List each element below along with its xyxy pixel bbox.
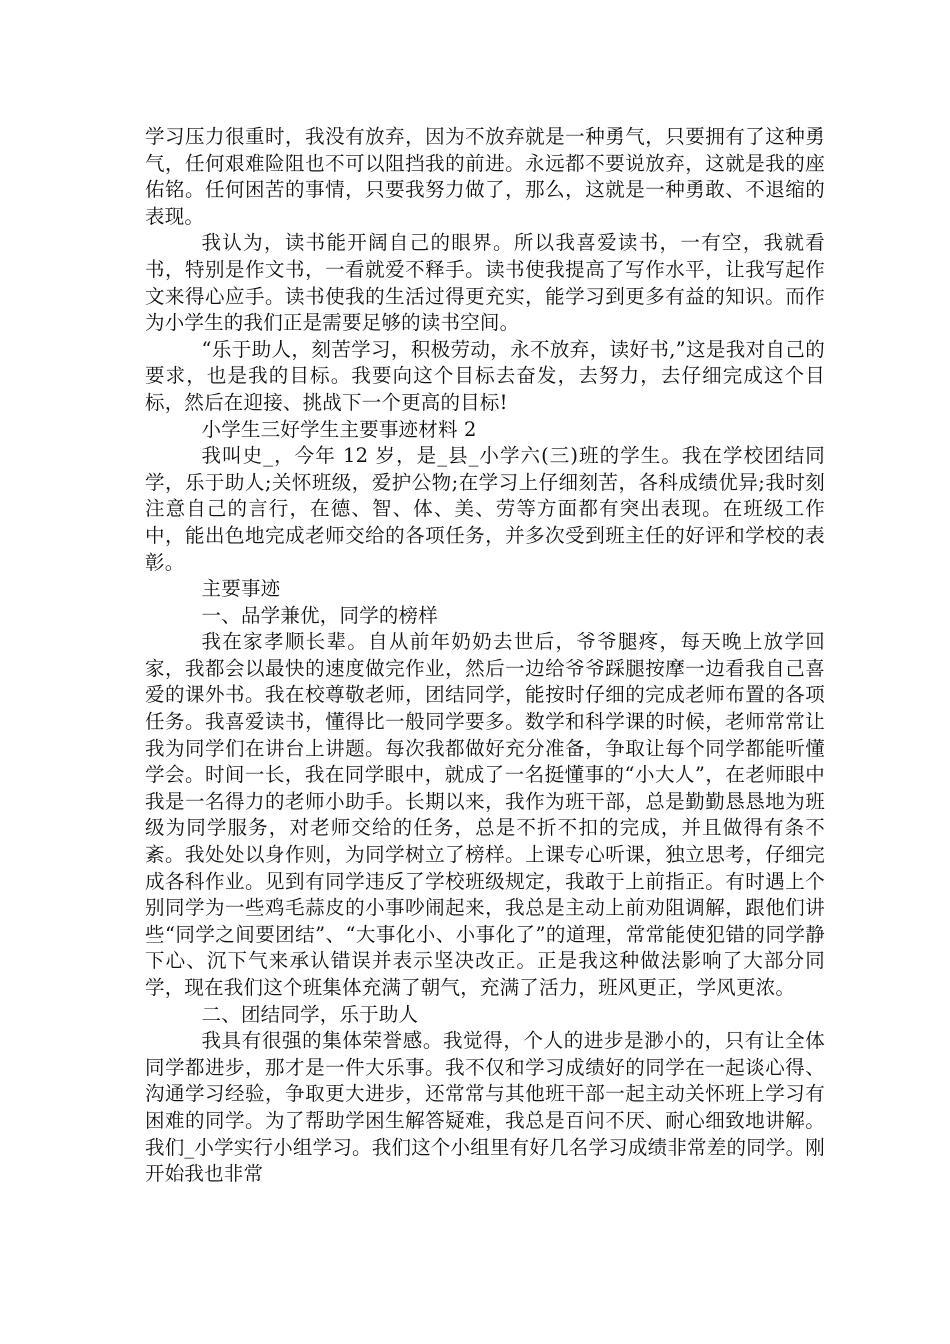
paragraph-4: 我叫史_，今年 12 岁，是_县_小学六(三)班的学生。我在学校团结同学，乐于助人;关怀班级，爱护公物;在学习上仔细刻苦，各科成绩优异;我时刻注意自己的言行，在德、智、体、美、劳等方面都有突出表现。在班级工作中，能出色地完成老师交给的各项任务，并多次受到班主任的好评和学校的表彰。 [145, 444, 825, 574]
heading-section-1: 一、品学兼优，同学的榜样 [201, 603, 438, 627]
paragraph-5: 我在家孝顺长辈。自从前年奶奶去世后，爷爷腿疼，每天晚上放学回家，我都会以最快的速度做完作业，然后一边给爷爷踩腿按摩一边看我自己喜爱的课外书。我在校尊敬老师，团结同学，能按时仔细的完成老师布置的各项任务。我喜爱读书，懂得比一般同学要多。数学和科学课的时候，老师常常让我为同学们在讲台上讲题。每次我都做好充分准备，争取让每个同学都能听懂学会。时间一长，我在同学眼中，就成了一名挺懂事的“小大人”，在老师眼中我是一名得力的老师小助手。长期以来，我作为班干部，总是勤勤恳恳地为班级为同学服务，对老师交给的任务，总是不折不扣的完成，并且做得有条不紊。我处处以身作则，为同学树立了榜样。上课专心听课，独立思考，仔细完成各科作业。见到有同学违反了学校班级规定，我敢于上前指正。有时遇上个别同学为一些鸡毛蒜皮的小事吵闹起来，我总是主动上前劝阻调解，跟他们讲些“同学之间要团结”、“大事化小、小事化了”的道理，常常能使犯错的同学静下心、沉下气来承认错误并表示坚决改正。正是我这种做法影响了大部分同学，现在我们这个班集体充满了朝气，充满了活力，班风更正，学风更浓。 [145, 630, 825, 999]
paragraph-2: 我认为，读书能开阔自己的眼界。所以我喜爱读书，一有空，我就看书，特别是作文书，一看就爱不释手。读书使我提高了写作水平，让我写起作文来得心应手。读书使我的生活过得更充实，能学习到更多有益的知识。而作为小学生的我们正是需要足够的读书空间。 [145, 231, 825, 335]
section-title: 小学生三好学生主要事迹材料 2 [201, 417, 477, 441]
paragraph-6: 我具有很强的集体荣誉感。我觉得，个人的进步是渺小的，只有让全体同学都进步，那才是一件大乐事。我不仅和学习成绩好的同学在一起谈心得、沟通学习经验，争取更大进步，还常常与其他班干部一起主动关怀班上学习有困难的同学。为了帮助学困生解答疑难，我总是百问不厌、耐心细致地讲解。我们_小学实行小组学习。我们这个小组里有好几名学习成绩非常差的同学。刚开始我也非常 [145, 1029, 825, 1186]
heading-section-2: 二、团结同学，乐于助人 [201, 1002, 419, 1026]
paragraph-1: 学习压力很重时，我没有放弃，因为不放弃就是一种勇气，只要拥有了这种勇气，任何艰难险阻也不可以阻挡我的前进。永远都不要说放弃，这就是我的座佑铭。任何困苦的事情，只要我努力做了，那么，这就是一种勇敢、不退缩的表现。 [145, 125, 825, 228]
heading-main-deeds: 主要事迹 [201, 577, 281, 601]
document-body [145, 124, 825, 1188]
paragraph-3: “乐于助人，刻苦学习，积极劳动，永不放弃，读好书,”这是我对自己的要求，也是我的目标。我要向这个目标去奋发，去努力，去仔细完成这个目标，然后在迎接、挑战下一个更高的目标! [145, 337, 825, 414]
